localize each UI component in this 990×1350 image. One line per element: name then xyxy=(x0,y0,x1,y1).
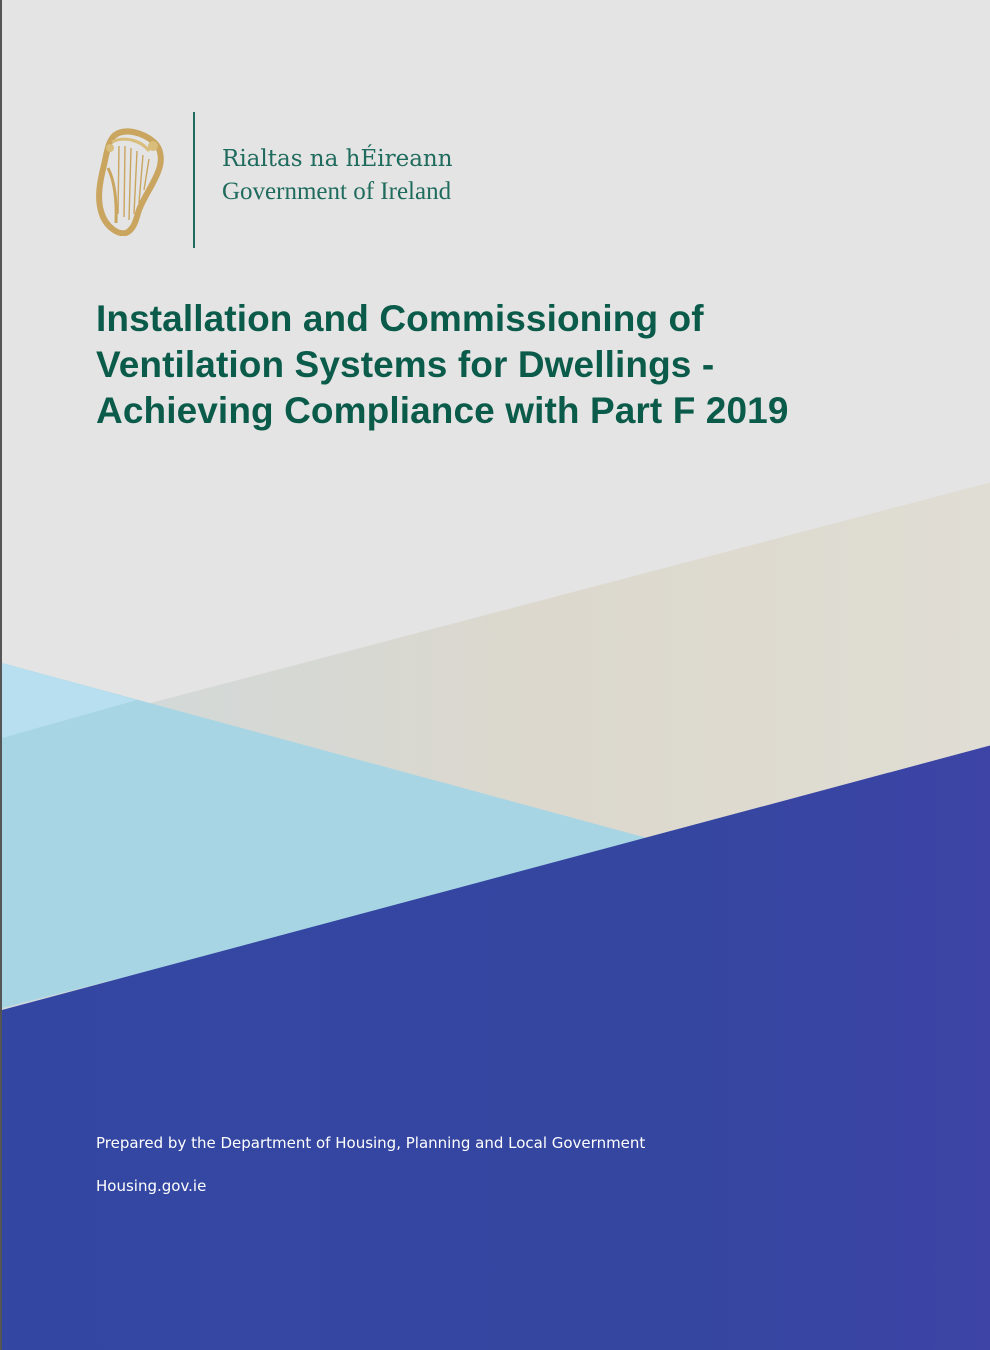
website-text: Housing.gov.ie xyxy=(96,1177,207,1195)
prepared-by-text: Prepared by the Department of Housing, Planning and Local Government xyxy=(96,1134,646,1152)
government-name-english: Government of Ireland xyxy=(222,178,452,205)
government-name-irish: Rialtas na hÉireann xyxy=(222,146,453,172)
title-line: Achieving Compliance with Part F 2019 xyxy=(96,390,789,431)
title-line: Installation and Commissioning of xyxy=(96,298,704,339)
document-title xyxy=(96,296,916,434)
logo-divider xyxy=(193,112,195,248)
title-line: Ventilation Systems for Dwellings - xyxy=(96,344,715,385)
government-logo xyxy=(94,112,514,250)
harp-icon xyxy=(94,126,168,236)
